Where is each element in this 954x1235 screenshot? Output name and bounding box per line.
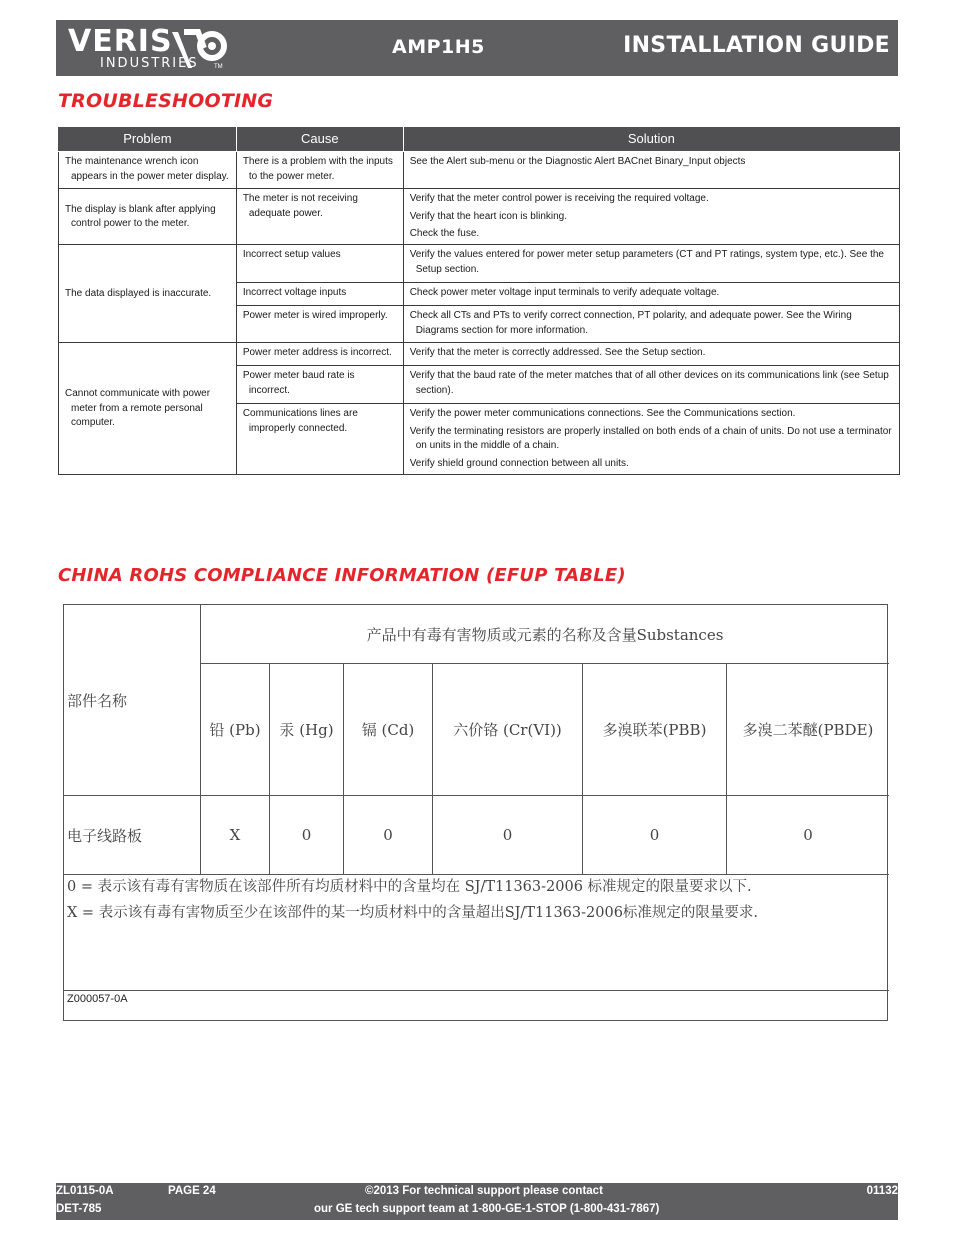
date-code: 01132 (866, 1185, 898, 1197)
column-cadmium: 镉 (Cd) (361, 721, 415, 739)
column-pbde: 多溴二苯醚(PBDE) (742, 721, 874, 739)
cause-cell (236, 306, 403, 343)
note-zero: 0 = 表示该有毒有害物质在该部件所有均质材料中的含量均在 SJ/T11363-2006 标准规定的限量要求以下. (67, 879, 752, 895)
page-number: PAGE 24 (168, 1185, 216, 1197)
solution-text: Check the fuse. (409, 228, 480, 239)
problem-cell (59, 343, 237, 475)
cause-text: Power meter is wired improperly. (242, 310, 388, 321)
solution-text: Verify shield ground connection between all units. (409, 457, 629, 469)
cause-text: Incorrect setup values (242, 249, 341, 260)
note-x: X = 表示该有毒有害物质至少在该部件的某一均质材料中的含量超出SJ/T11363-2006标准规定的限量要求. (67, 905, 759, 921)
solution-text: Verify the values entered for power meter setup parameters (CT and PT ratings, system type, etc.). See the Setup section. (409, 249, 884, 275)
footer-bar (56, 1183, 898, 1220)
cause-cell (236, 343, 403, 366)
rohs-table (63, 604, 888, 1021)
solution-text: Check power meter voltage input terminals to verify adequate voltage. (409, 287, 720, 298)
det-code: DET-785 (56, 1203, 102, 1215)
header-problem: Problem (59, 128, 237, 152)
table-row (59, 152, 900, 189)
value-pbb: 0 (649, 826, 660, 844)
solution-text: See the Alert sub-menu or the Diagnostic Alert BACnet Binary_Input objects (409, 156, 746, 167)
value-pbde: 0 (803, 826, 813, 844)
veris-logo (66, 24, 231, 72)
cause-text: Incorrect voltage inputs (242, 287, 347, 298)
problem-cell (59, 189, 237, 245)
support-text: our GE tech support team at 1-800-GE-1-STOP (1-800-431-7867) (314, 1203, 660, 1215)
part-name-label: 部件名称 (67, 691, 128, 710)
column-chromium: 六价铬 (Cr(VI)) (453, 721, 562, 739)
problem-text: The data displayed is inaccurate. (65, 287, 212, 299)
cause-text: Power meter address is incorrect. (242, 347, 392, 358)
solution-cell (403, 366, 899, 404)
grid-line (64, 990, 889, 991)
table-row (59, 245, 900, 283)
document-type: INSTALLATION GUIDE (623, 33, 890, 58)
column-pbb: 多溴联苯(PBB) (602, 721, 707, 739)
cause-cell (236, 245, 403, 283)
value-chromium: 0 (502, 826, 513, 844)
solution-cell (403, 404, 899, 475)
row-label-circuit-board: 电子线路板 (67, 826, 143, 845)
header-solution: Solution (403, 128, 899, 152)
solution-text: Verify that the baud rate of the meter matches that of all other devices on its communications link (see Setup section). (409, 370, 889, 396)
table-row (59, 189, 900, 245)
problem-cell (59, 245, 237, 343)
solution-text: Verify the terminating resistors are properly installed on both ends of a chain of units. Do not use a terminator on units in the middle of a chain. (409, 425, 892, 451)
header-bar (56, 20, 898, 76)
problem-cell (59, 152, 237, 189)
column-mercury: 汞 (Hg) (279, 721, 334, 739)
header-cause: Cause (236, 128, 403, 152)
rohs-heading: CHINA ROHS COMPLIANCE INFORMATION (EFUP TABLE) (58, 565, 626, 586)
cause-cell (236, 152, 403, 189)
cause-cell (236, 366, 403, 404)
value-cadmium: 0 (383, 826, 393, 844)
copyright-text: ©2013 For technical support please contact (365, 1185, 603, 1197)
troubleshooting-heading: TROUBLESHOOTING (58, 90, 274, 112)
cause-text: Communications lines are improperly connected. (242, 408, 358, 434)
cause-cell (236, 404, 403, 475)
solution-text: Verify that the heart icon is blinking. (409, 210, 567, 222)
value-mercury: 0 (301, 826, 312, 844)
doc-code: ZL0115-0A (56, 1185, 114, 1197)
solution-cell (403, 306, 899, 343)
solution-cell (403, 343, 899, 366)
solution-text: Verify that the meter control power is receiving the required voltage. (409, 193, 709, 204)
solution-cell (403, 189, 899, 245)
cause-cell (236, 283, 403, 306)
table-row (59, 343, 900, 366)
solution-text: Check all CTs and PTs to verify correct connection, PT polarity, and adequate power. See the Wiring Diagrams section for more information. (409, 310, 852, 336)
problem-text: Cannot communicate with power meter from a remote personal computer. (65, 388, 211, 429)
solution-cell (403, 245, 899, 283)
rohs-code: Z000057-0A (67, 993, 128, 1005)
logo-trademark: TM (214, 64, 223, 70)
solution-cell (403, 152, 899, 189)
substances-header: 产品中有毒有害物质或元素的名称及含量Substances (366, 625, 724, 644)
solution-cell (403, 283, 899, 306)
table-header-row (59, 128, 900, 152)
solution-text: Verify that the meter is correctly addressed. See the Setup section. (409, 347, 706, 358)
solution-text: Verify the power meter communications connections. See the Communications section. (409, 408, 796, 419)
problem-text: The display is blank after applying control power to the meter. (65, 203, 216, 229)
cause-cell (236, 189, 403, 245)
problem-text: The maintenance wrench icon appears in the power meter display. (65, 156, 229, 182)
logo-wordmark: VERIS (68, 24, 173, 59)
troubleshooting-table (58, 127, 900, 475)
value-lead: X (229, 826, 241, 844)
cause-text: The meter is not receiving adequate power. (242, 193, 358, 219)
logo-industries: INDUSTRIES (100, 56, 199, 71)
model-number: AMP1H5 (392, 36, 485, 58)
column-lead: 铅 (Pb) (209, 721, 261, 739)
cause-text: There is a problem with the inputs to the power meter. (242, 156, 393, 182)
cause-text: Power meter baud rate is incorrect. (242, 370, 355, 396)
